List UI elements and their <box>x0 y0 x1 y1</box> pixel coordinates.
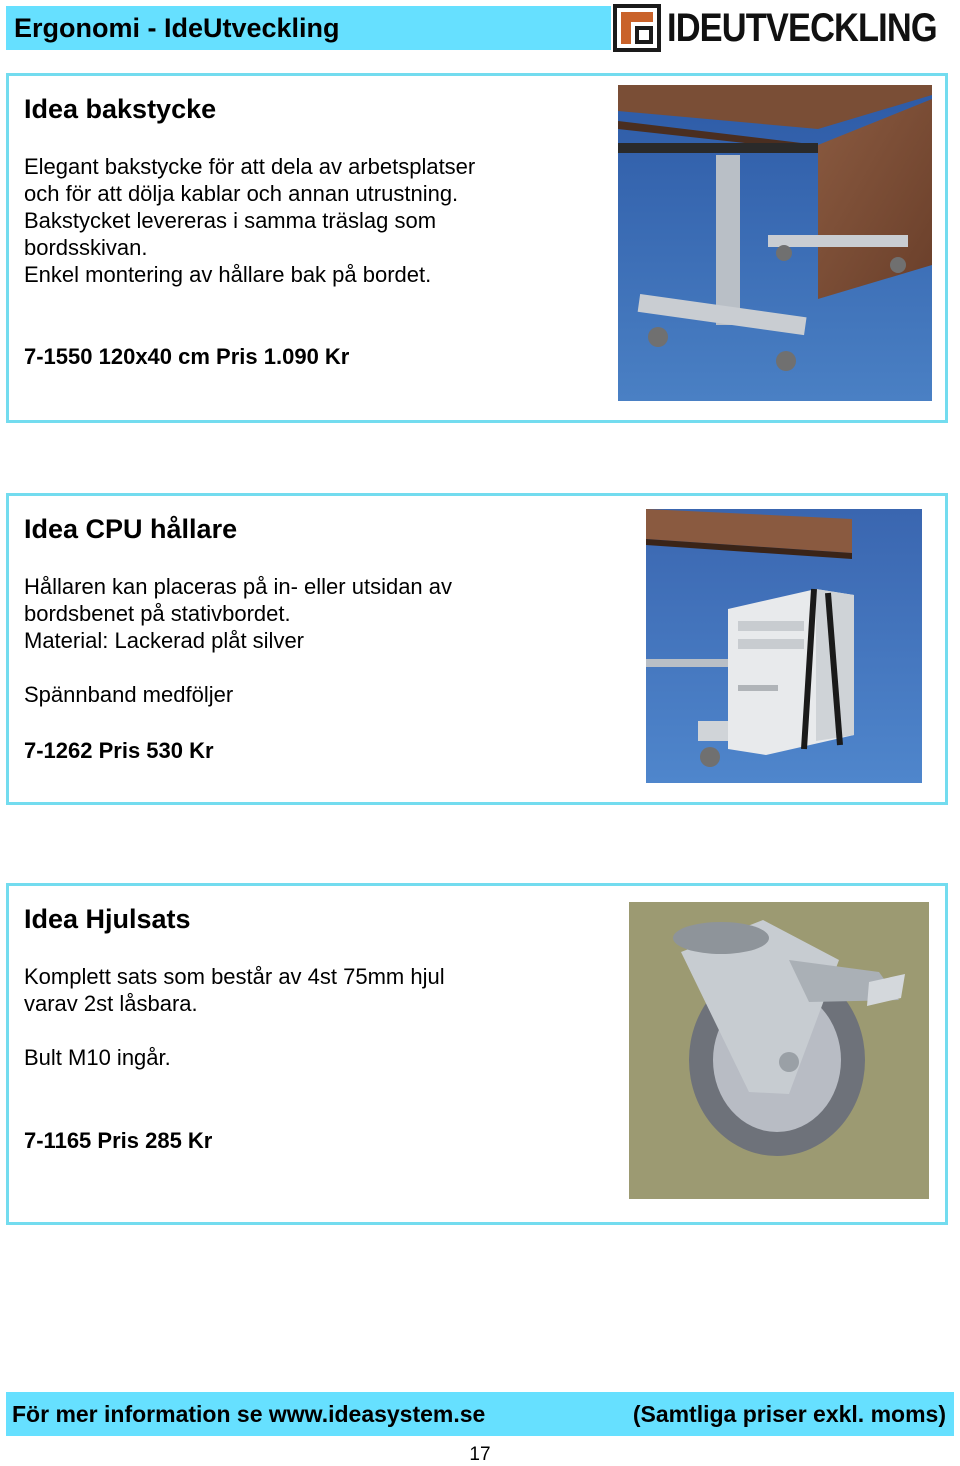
product-title: Idea bakstycke <box>24 94 217 124</box>
description-line: och för att dölja kablar och annan utrustning. <box>24 181 459 206</box>
product-photo-caster-wheel <box>629 902 929 1199</box>
description-line: Elegant bakstycke för att dela av arbetsplatser <box>24 154 476 179</box>
description-line: Hållaren kan placeras på in- eller utsidan av <box>24 574 453 599</box>
footer-bar <box>6 1392 954 1436</box>
product-description <box>24 963 445 1071</box>
page-number: 17 <box>469 1444 491 1465</box>
description-line: Bult M10 ingår. <box>24 1045 171 1070</box>
product-card-bakstycke <box>6 73 948 423</box>
description-line: bordsbenet på stativbordet. <box>24 601 291 626</box>
product-title: Idea CPU hållare <box>24 514 238 544</box>
description-line: Bakstycket levereras i samma träslag som <box>24 208 437 233</box>
product-card-hjulsats <box>6 883 948 1225</box>
description-line: Spännband medföljer <box>24 682 234 707</box>
description-line: Komplett sats som består av 4st 75mm hjul <box>24 964 445 989</box>
description-line: varav 2st låsbara. <box>24 991 198 1016</box>
product-description <box>24 153 475 288</box>
ideutveckling-logo-icon <box>613 4 661 52</box>
description-line: Material: Lackerad plåt silver <box>24 628 305 653</box>
product-price: 7-1165 Pris 285 Kr <box>24 1128 213 1153</box>
ideutveckling-logo <box>613 4 957 52</box>
page-title: Ergonomi - IdeUtveckling <box>14 13 340 43</box>
product-photo-table-back-panel <box>618 85 932 401</box>
product-description <box>24 573 452 708</box>
description-line: Enkel montering av hållare bak på bordet. <box>24 262 432 287</box>
product-price: 7-1550 120x40 cm Pris 1.090 Kr <box>24 344 350 369</box>
description-line: bordsskivan. <box>24 235 148 260</box>
product-price: 7-1262 Pris 530 Kr <box>24 738 214 763</box>
footer-info-link[interactable]: För mer information se www.ideasystem.se <box>12 1401 486 1427</box>
logo-wordmark: IDEUTVECKLING <box>667 6 937 50</box>
product-title: Idea Hjulsats <box>24 904 191 934</box>
header-bar <box>6 6 611 50</box>
footer-price-note: (Samtliga priser exkl. moms) <box>632 1401 946 1427</box>
product-card-cpu-hallare <box>6 493 948 805</box>
product-photo-cpu-holder <box>646 509 922 783</box>
